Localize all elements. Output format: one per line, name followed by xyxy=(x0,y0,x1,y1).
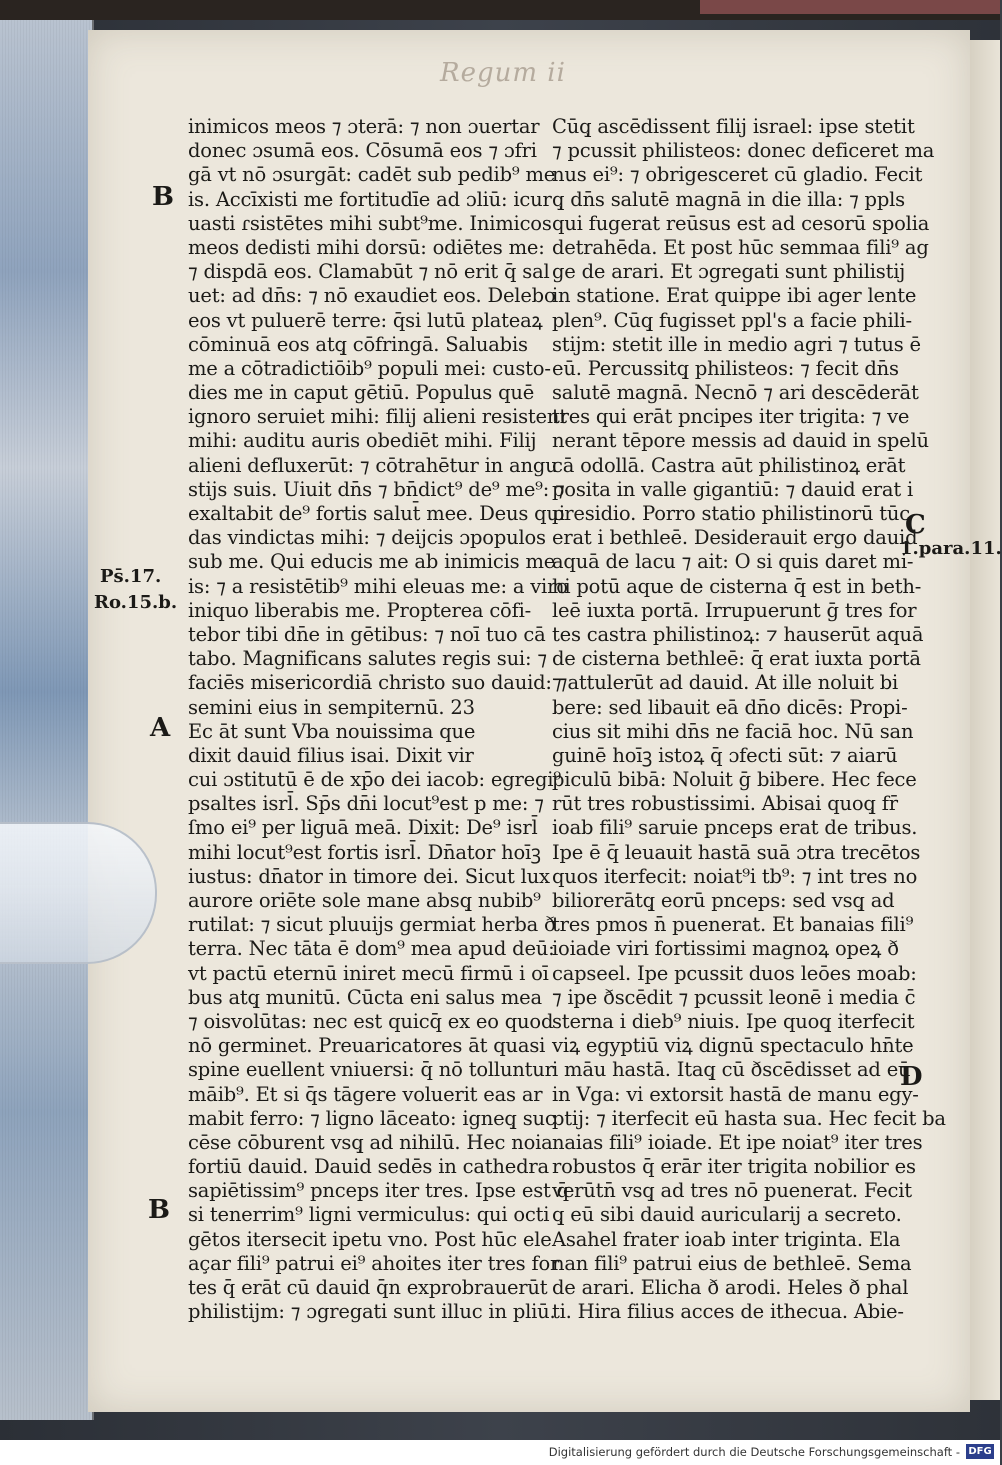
text-line: rūt tres robustissimi. Abisai quoq̧ fr̄ xyxy=(552,792,898,816)
text-line: eū. Percussitq̧ philisteos: ⁊ fecit dn̄s xyxy=(552,356,899,380)
text-line: semini eius in sempiternū. 23 xyxy=(188,695,475,719)
text-line: bus atq̧ munitū. Cūcta eni salus mea xyxy=(188,985,542,1009)
text-line: uasti ɾsistētes mihi subt⁹me. Inimicos xyxy=(188,211,552,235)
text-line: fortiū dauid. Dauid sedēs in cathedra xyxy=(188,1155,549,1179)
text-line: de cisterna bethleē: q̄ erat iuxta portā xyxy=(552,647,921,671)
text-line: biliorerātq̧ eorū pnceps: sed vsq̧ ad xyxy=(552,889,895,912)
text-line: nō germinet. Preuaricatores āt quasi xyxy=(188,1034,546,1058)
text-line: ⁊ dispdā eos. Clamabūt ⁊ nō erit q̄ sal xyxy=(188,260,550,284)
text-line: robustos q̄ erār iter trigita nobilior es xyxy=(552,1155,916,1179)
text-line: cōminuā eos atq̧ cōfringā. Saluabis xyxy=(188,332,528,356)
text-line: stijs suis. Uiuit dn̄s ⁊ bn̄dict⁹ de⁹ me⁹: ⁊ xyxy=(188,477,565,501)
margin-letter-a: A xyxy=(150,713,171,743)
text-line: aquā de lacu ⁊ ait: O si quis daret mi- xyxy=(552,550,914,574)
text-line: in statione. Erat quippe ibi ager lente xyxy=(552,284,917,308)
text-line: in Ⅴga: vi extorsit hastā de manu egy- xyxy=(552,1082,919,1106)
text-line: aurore oriēte sole mane absq̧ nubib⁹ xyxy=(188,889,541,912)
margin-ref-romans: Ro.15.b. xyxy=(94,592,178,613)
text-line: ſmo ei⁹ per liguā meā. Dixit: De⁹ isrl̄ xyxy=(188,816,538,840)
text-line: Ec āt sunt Ⅴba nouissima que xyxy=(188,719,476,743)
margin-letter-d: D xyxy=(900,1062,923,1092)
text-line: Ipe ē q̄ leuauit hastā suā ɔtra trecētos xyxy=(552,840,921,864)
text-line: meos dedisti mihi dorsū: odiētes me: xyxy=(188,235,545,259)
text-line: erat i bethleē. Desiderauit ergo dauid xyxy=(552,526,918,550)
margin-ref-psalm: Ps̄.17. xyxy=(100,566,162,587)
text-line: ti. Hira filius acces de ithecua. Abie- xyxy=(552,1300,904,1324)
text-line: sapiētissim⁹ pnceps iter tres. Ipse est q̄ xyxy=(188,1179,569,1203)
text-line: verūtn̄ vsq̧ ad tres nō puenerat. Fecit xyxy=(552,1179,912,1203)
funding-credit: Digitalisierung gefördert durch die Deutsche Forschungsgemeinschaft - xyxy=(548,1445,960,1459)
text-line: iniquo liberabis me. Propterea cōfi- xyxy=(188,598,532,622)
text-line: salutē magnā. Necnō ⁊ ari descēderāt xyxy=(552,381,919,405)
text-line: nan fili⁹ patrui eius de bethleē. Sema xyxy=(552,1251,912,1275)
text-line: ignoro seruiet mihi: filij alieni resistent xyxy=(188,405,567,429)
text-line: māib⁹. Et si q̄s tāgere voluerit eas ar xyxy=(188,1082,543,1106)
text-line: ⁊ oisvolūtas: nec est quicq̄ ex eo quod xyxy=(188,1009,554,1033)
text-line: is. Accīxisti me fortitudīe ad ɔliū: icur xyxy=(188,187,552,211)
text-line: ioab fili⁹ saruie pnceps erat de tribus. xyxy=(552,816,918,840)
text-line: mabit ferro: ⁊ ligno lāceato: igneq̧ suc xyxy=(188,1106,556,1130)
text-line: ge de arari. Et ɔgregati sunt philistij xyxy=(552,260,906,284)
text-line: plen⁹. Cūq̧ fugisset ppl's a facie phili- xyxy=(552,308,912,332)
text-line: naias fili⁹ ioiade. Et ipe noiat⁹ iter tres xyxy=(552,1130,923,1154)
text-line: gētos itersecit ipetu vno. Post hūc ele xyxy=(188,1227,552,1251)
text-line: ⁊ ipe ðscēdit ⁊ pcussit leonē i media c̄ xyxy=(552,985,916,1009)
text-line: donec ɔsumā eos. Cōsumā eos ⁊ ɔfri xyxy=(188,139,537,163)
text-line: me a cōtradictiōib⁹ populi mei: custo- xyxy=(188,356,551,380)
text-line: detrahēda. Et post hūc semmaa fili⁹ ag xyxy=(552,235,929,259)
text-line: tes castra philistinoꝝ: ⁊ hauserūt aquā xyxy=(552,622,924,646)
text-line: cā odollā. Castra aūt philistinoꝝ erāt xyxy=(552,453,906,477)
text-line: exaltabit de⁹ fortis salut̄ mee. Deus qui xyxy=(188,502,565,525)
text-line: faciēs misericordiā christo suo dauid: ⁊ xyxy=(188,671,568,695)
text-line: Cūq̧ ascēdissent filij israel: ipse stetit xyxy=(552,115,915,138)
text-line: tres qui erāt pncipes iter trigita: ⁊ ve xyxy=(552,405,910,429)
text-line: philistijm: ⁊ ɔgregati sunt illuc in pliū. xyxy=(188,1300,556,1324)
margin-letter-b-lower: B xyxy=(148,1195,170,1225)
text-line: spine euellent vniuersi: q̄ nō tolluntur xyxy=(188,1058,554,1082)
text-line: de arari. Elicha ð arodi. Heles ð phal xyxy=(552,1276,909,1299)
text-line: tabo. Magnificans salutes regis sui: ⁊ xyxy=(188,647,547,671)
footer-bar xyxy=(0,1440,1000,1465)
page-holder-clip xyxy=(0,822,157,964)
text-line: iustus: dn̄ator in timore dei. Sicut lux xyxy=(188,864,550,888)
text-line: leē iuxta portā. Irrupuerunt ḡ tres for xyxy=(552,598,917,622)
text-line: viꝝ egyptiū viꝝ dignū spectaculo hn̄te xyxy=(552,1034,914,1058)
text-line: terra. Nec tāta ē dom⁹ mea apud deū: xyxy=(188,937,555,961)
text-line: quos iterfecit: noiat⁹i tb⁹: ⁊ int tres no xyxy=(552,864,918,888)
text-line: si tenerrim⁹ ligni vermiculus: qui octi xyxy=(188,1203,550,1227)
text-line: posita in valle gigantiū: ⁊ dauid erat i xyxy=(552,477,913,501)
text-line: alieni defluxerūt: ⁊ cōtrahētur in angu xyxy=(188,453,558,477)
text-line: capseel. Ipe pcussit duos leōes moab: xyxy=(552,961,917,985)
book-fore-edge xyxy=(0,20,94,1420)
right-text-column xyxy=(552,115,946,1324)
text-line: is: ⁊ a resistētib⁹ mihi eleuas me: a viro xyxy=(188,574,568,598)
text-line: ioiade viri fortissimi magnoꝝ opeꝝ ð xyxy=(552,937,899,961)
text-line: uet: ad dn̄s: ⁊ nō exaudiet eos. Delebo xyxy=(188,284,556,308)
text-line: tebor tibi dn̄e in gētibus: ⁊ noī tuo cā xyxy=(188,622,546,646)
text-line: ⁊ attulerūt ad dauid. At ille noluit bi xyxy=(552,671,899,695)
text-line: stijm: stetit ille in medio agri ⁊ tutus ē xyxy=(552,332,921,356)
running-head: Regum ii xyxy=(440,58,566,88)
book-top-edge xyxy=(0,0,1000,20)
text-line: dixit dauid filius isai. Dixit vir xyxy=(188,743,474,767)
text-line: psaltes isrl̄. Sp̄s dn̄i locut⁹est p me: ⁊ xyxy=(188,792,544,816)
text-line: q̧ dn̄s salutē magnā in die illa: ⁊ ppls xyxy=(552,187,905,211)
text-line: mihi locut⁹est fortis isrl̄. Dn̄ator hoīꝫ xyxy=(188,840,541,864)
text-line: piculū bibā: Noluit ḡ bibere. Hec fece xyxy=(552,768,917,792)
text-line: ptij: ⁊ iterfecit eū hasta sua. Hec fecit ba xyxy=(552,1106,946,1130)
text-line: rutilat: ⁊ sicut pluuijs germiat herba ð xyxy=(188,913,556,937)
text-line: inimicos meos ⁊ ɔterā: ⁊ non ɔuertar xyxy=(188,115,540,138)
margin-letter-c: C xyxy=(905,510,926,540)
text-line: cius sit mihi dn̄s ne faciā hoc. Nū san xyxy=(552,719,914,743)
margin-letter-b: B xyxy=(152,182,174,212)
text-line: ⁊ pcussit philisteos: donec deficeret ma xyxy=(552,139,935,163)
text-line: Asahel frater ioab inter triginta. Ela xyxy=(552,1227,901,1251)
text-line: mihi: auditu auris obediēt mihi. Filij xyxy=(188,429,537,453)
text-line: nerant tēpore messis ad dauid in spelū xyxy=(552,429,929,453)
text-line: hi potū aque de cisterna q̄ est in beth- xyxy=(552,574,922,598)
left-text-column xyxy=(188,115,569,1324)
text-line: eos vt puluerē terre: q̄si lutū plateaꝝ xyxy=(188,308,543,332)
text-line: presidio. Porro statio philistinorū tūc xyxy=(552,502,910,525)
text-line: sub me. Qui educis me ab inimicis me xyxy=(188,550,556,574)
dfg-logo: DFG xyxy=(966,1444,994,1459)
text-line: açar fili⁹ patrui ei⁹ ahoites iter tres for xyxy=(188,1251,560,1275)
text-line: bere: sed libauit eā dn̄o dicēs: Propi- xyxy=(552,695,908,719)
text-line: tes q̄ erāt cū dauid q̄n exprobrauerūt xyxy=(188,1276,548,1299)
text-line: q̧ eū sibi dauid auricularij a secreto. xyxy=(552,1203,902,1227)
text-line: dies me in caput gētiū. Populus quē xyxy=(188,381,535,405)
text-line: sterna i dieb⁹ niuis. Ipe quoq̧ iterfecit xyxy=(552,1009,915,1033)
text-line: vt pactū eternū iniret mecū firmū i oī xyxy=(188,961,549,985)
text-line: gā vt nō ɔsurgāt: cadēt sub pedib⁹ me xyxy=(188,163,556,187)
text-line: cui ɔstitutū ē de xp̄o dei iacob: egregi⁹ xyxy=(188,768,561,792)
text-line: guinē hoīꝫ istoꝝ q̄ ɔfecti sūt: ⁊ aiarū xyxy=(552,743,898,767)
text-line: das vindictas mihi: ⁊ deijcis ɔpopulos xyxy=(188,526,546,550)
text-line: cēse cōburent vsq̧ ad nihilū. Hec noia xyxy=(188,1130,553,1154)
text-line: nus ei⁹: ⁊ obrigesceret cū gladio. Fecit xyxy=(552,163,923,187)
text-line: i māu hastā. Itaq̧ cū ðscēdisset ad eū xyxy=(552,1058,911,1082)
book-cover-edge xyxy=(700,0,1000,14)
text-line: tres pmos n̄ puenerat. Et banaias fili⁹ xyxy=(552,913,914,937)
text-line: qui fugerat reūsus est ad cesorū spolia xyxy=(552,211,930,235)
margin-ref-paralipomenon: 1.para.11. xyxy=(900,538,1002,559)
